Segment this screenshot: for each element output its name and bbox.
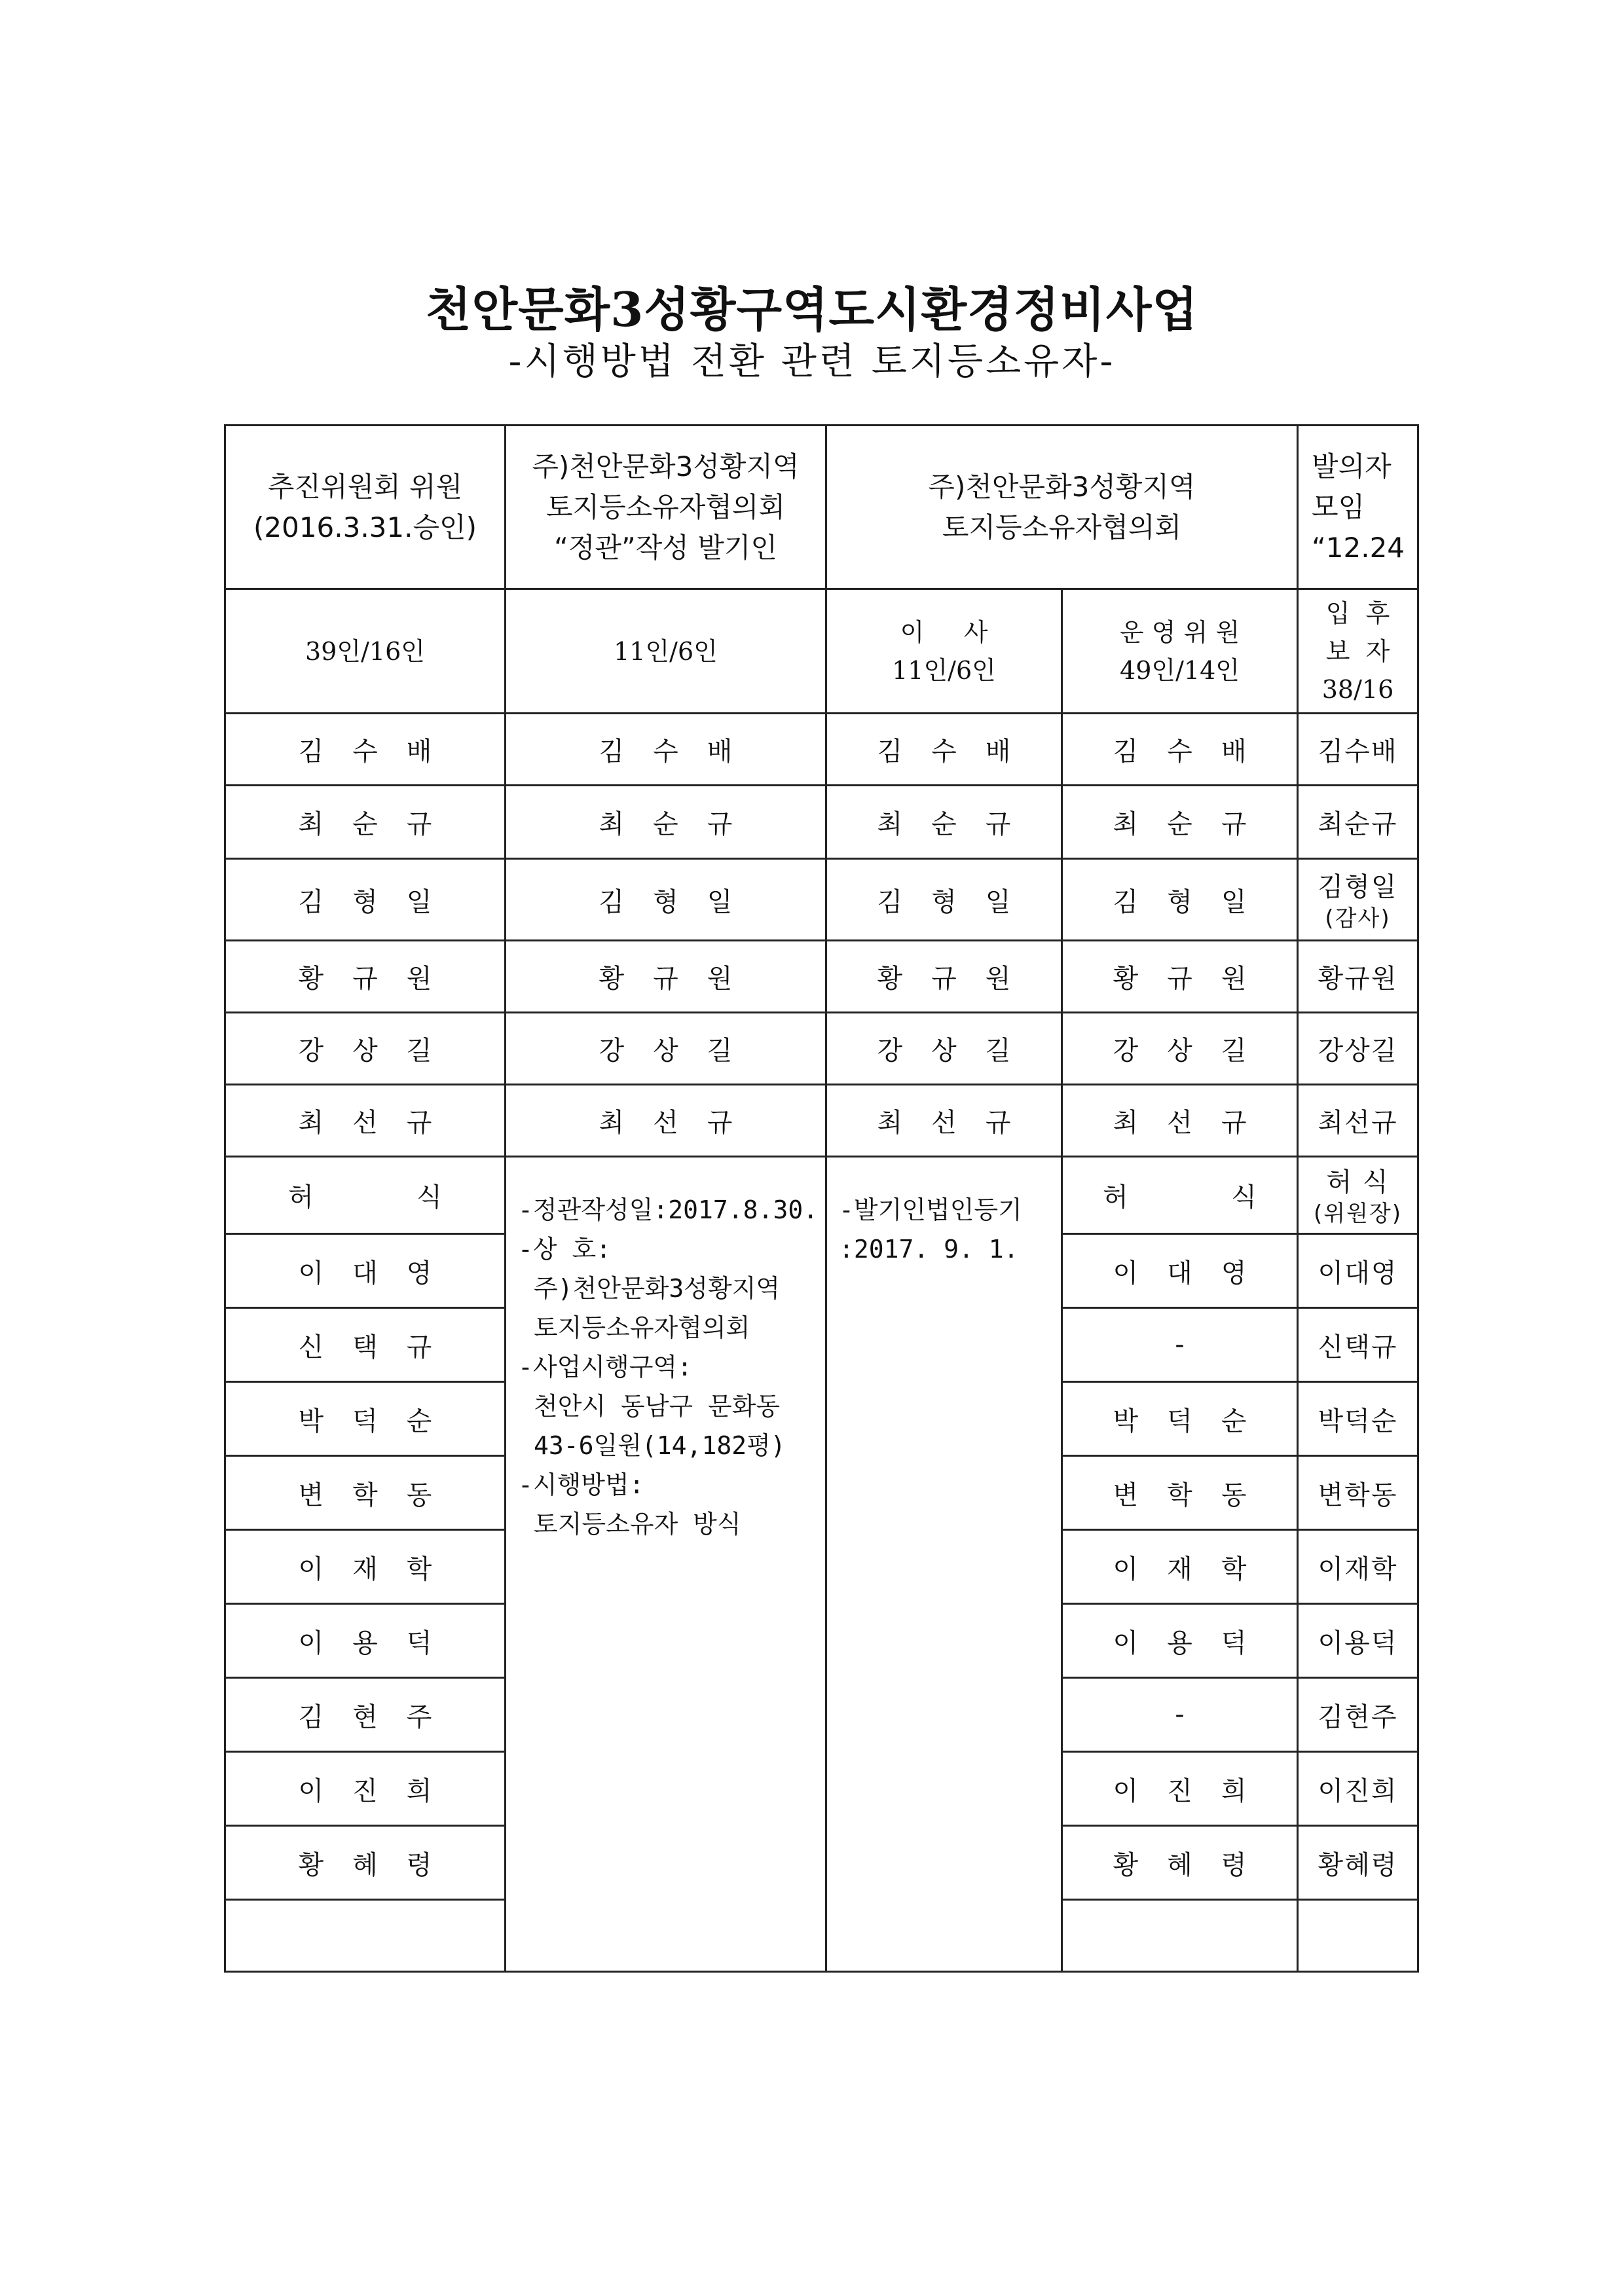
- member-name-cell: 변학동: [225, 1456, 506, 1530]
- header-line: 모임: [1312, 490, 1365, 523]
- header-line: 발의자: [1312, 450, 1392, 483]
- note-line: 토지등소유자 방식: [534, 1510, 741, 1539]
- member-name-cell: 이대영: [1062, 1234, 1298, 1308]
- note-line: -상 호:: [518, 1235, 612, 1264]
- count-committee: 39인/16인: [225, 589, 506, 714]
- member-name-cell: 황혜령: [225, 1826, 506, 1900]
- notes-block: [827, 1157, 1061, 1269]
- note-line: 토지등소유자협의회: [534, 1313, 750, 1342]
- member-name-cell: 최순규: [506, 786, 826, 859]
- candidate-name-cell: [1298, 1826, 1418, 1900]
- empty-cell: [225, 1900, 506, 1972]
- member-name-cell: 황규원: [1062, 941, 1298, 1013]
- note-line: 43-6일원(14,182평): [534, 1431, 786, 1460]
- header-line: 주)천안문화3성황지역: [928, 470, 1196, 503]
- note-line: 주)천안문화3성황지역: [534, 1274, 781, 1303]
- member-name-cell: 김형일: [225, 859, 506, 941]
- count-line: 보 자: [1325, 636, 1390, 666]
- candidate-role: (위원장): [1313, 1201, 1403, 1227]
- count-line: 이 사: [900, 617, 988, 647]
- member-name-cell: 최순규: [225, 786, 506, 859]
- candidate-name: 김수배: [1318, 737, 1398, 767]
- member-name-cell: 김수배: [225, 714, 506, 786]
- member-name-cell: 최선규: [506, 1085, 826, 1157]
- founding-notes: [506, 1157, 826, 1972]
- count-founders: 11인/6인: [506, 589, 826, 714]
- member-name-cell: 김수배: [826, 714, 1062, 786]
- table-row: [225, 859, 1418, 941]
- member-name-cell: 강상길: [506, 1013, 826, 1085]
- count-line: 38/16: [1321, 674, 1394, 704]
- candidate-name-cell: [1298, 1234, 1418, 1308]
- member-name-cell: 김현주: [225, 1678, 506, 1752]
- member-name-cell: 황규원: [506, 941, 826, 1013]
- header-committee: [225, 426, 506, 589]
- member-name-cell: 강상길: [225, 1013, 506, 1085]
- member-name-cell: 강상길: [826, 1013, 1062, 1085]
- member-name-cell: 변학동: [1062, 1456, 1298, 1530]
- count-row: [225, 589, 1418, 714]
- candidate-name: 이진희: [1318, 1776, 1398, 1806]
- candidate-name: 최선규: [1318, 1108, 1398, 1138]
- member-name-cell: 최선규: [826, 1085, 1062, 1157]
- candidate-name: 이대영: [1318, 1258, 1398, 1288]
- member-name-cell: 강상길: [1062, 1013, 1298, 1085]
- candidate-name: 최순규: [1318, 809, 1398, 839]
- count-line: 운 영 위 원: [1119, 617, 1240, 647]
- notes-block: [506, 1157, 825, 1544]
- member-name-cell: -: [1062, 1308, 1298, 1382]
- candidate-name-cell: [1298, 1456, 1418, 1530]
- member-name-cell: 이대영: [225, 1234, 506, 1308]
- candidate-name: 신택규: [1318, 1332, 1398, 1362]
- note-line: :2017. 9. 1.: [839, 1235, 1019, 1264]
- table-row: [225, 1157, 1418, 1234]
- header-proposers: [1298, 426, 1418, 589]
- candidate-name: 김현주: [1318, 1702, 1398, 1732]
- member-name-cell: -: [1062, 1678, 1298, 1752]
- member-roster-table: [224, 424, 1419, 1973]
- candidate-name: 이용덕: [1318, 1628, 1398, 1658]
- note-line: -시행방법:: [518, 1470, 644, 1499]
- candidate-name: 김형일: [1318, 871, 1398, 902]
- member-name-cell: 이재학: [225, 1530, 506, 1604]
- candidate-name-cell: [1298, 1530, 1418, 1604]
- table-row: [225, 714, 1418, 786]
- count-line: 입 후: [1325, 598, 1390, 628]
- candidate-name: 강상길: [1318, 1036, 1398, 1066]
- header-line: (2016.3.31.승인): [253, 511, 477, 543]
- candidate-name-cell: [1298, 1604, 1418, 1678]
- member-name-cell: 황혜령: [1062, 1826, 1298, 1900]
- registration-notes: [826, 1157, 1062, 1972]
- candidate-name-cell: [1298, 941, 1418, 1013]
- note-line: -사업시행구역:: [518, 1353, 693, 1381]
- table-row: [225, 1085, 1418, 1157]
- member-name-cell: 최선규: [225, 1085, 506, 1157]
- member-name-cell: 이재학: [1062, 1530, 1298, 1604]
- member-name-cell: 이용덕: [1062, 1604, 1298, 1678]
- note-line: 천안시 동남구 문화동: [534, 1392, 781, 1421]
- count-directors: [826, 589, 1062, 714]
- member-name-cell: 최선규: [1062, 1085, 1298, 1157]
- candidate-name: 허 식: [1326, 1167, 1390, 1197]
- member-name-cell: 황규원: [826, 941, 1062, 1013]
- member-name-cell: 신택규: [225, 1308, 506, 1382]
- candidate-name-cell: [1298, 1157, 1418, 1234]
- header-line: 추진위원회 위원: [267, 470, 463, 503]
- header-line: 주)천안문화3성황지역: [532, 450, 800, 483]
- note-line: -발기인법인등기: [839, 1195, 1022, 1224]
- candidate-name: 박덕순: [1318, 1406, 1398, 1436]
- header-line: “12.24: [1312, 531, 1405, 564]
- count-candidates: [1298, 589, 1418, 714]
- document-subtitle: -시행방법 전환 관련 토지등소유자-: [508, 340, 1116, 383]
- candidate-name-cell: [1298, 714, 1418, 786]
- header-line: “정관”작성 발기인: [554, 531, 777, 564]
- candidate-name-cell: [1298, 1678, 1418, 1752]
- member-name-cell: 허 식: [225, 1157, 506, 1234]
- note-line: -정관작성일:2017.8.30.: [518, 1195, 819, 1224]
- member-name-cell: 김수배: [1062, 714, 1298, 786]
- candidate-name-cell: [1298, 786, 1418, 859]
- candidate-role: (감사): [1325, 905, 1391, 932]
- member-name-cell: 허 식: [1062, 1157, 1298, 1234]
- candidate-name-cell: [1298, 1013, 1418, 1085]
- table-row: [225, 786, 1418, 859]
- candidate-name-cell: [1298, 1382, 1418, 1456]
- candidate-name-cell: [1298, 859, 1418, 941]
- table-row: [225, 941, 1418, 1013]
- candidate-name-cell: [1298, 1308, 1418, 1382]
- candidate-name: 황혜령: [1318, 1850, 1398, 1880]
- candidate-name: 이재학: [1318, 1554, 1398, 1584]
- member-name-cell: 이진희: [225, 1752, 506, 1826]
- member-name-cell: 김형일: [506, 859, 826, 941]
- candidate-name-cell: [1298, 1752, 1418, 1826]
- header-line: 토지등소유자협의회: [942, 511, 1182, 543]
- candidate-name: 황규원: [1318, 964, 1398, 994]
- empty-cell: [1298, 1900, 1418, 1972]
- header-line: 토지등소유자협의회: [545, 490, 786, 523]
- member-name-cell: 김수배: [506, 714, 826, 786]
- count-operating-committee: [1062, 589, 1298, 714]
- header-council: [826, 426, 1298, 589]
- count-line: 49인/14인: [1120, 655, 1240, 685]
- document-title: 천안문화3성황구역도시환경정비사업: [426, 282, 1198, 337]
- empty-cell: [1062, 1900, 1298, 1972]
- member-name-cell: 김형일: [826, 859, 1062, 941]
- member-name-cell: 이용덕: [225, 1604, 506, 1678]
- member-name-cell: 최순규: [1062, 786, 1298, 859]
- count-line: 11인/6인: [892, 655, 996, 685]
- table-row: [225, 1013, 1418, 1085]
- member-name-cell: 황규원: [225, 941, 506, 1013]
- member-name-cell: 박덕순: [1062, 1382, 1298, 1456]
- member-name-cell: 이진희: [1062, 1752, 1298, 1826]
- header-row: [225, 426, 1418, 589]
- member-name-cell: 김형일: [1062, 859, 1298, 941]
- member-name-cell: 박덕순: [225, 1382, 506, 1456]
- header-founders: [506, 426, 826, 589]
- candidate-name: 변학동: [1318, 1480, 1398, 1510]
- candidate-name-cell: [1298, 1085, 1418, 1157]
- member-name-cell: 최순규: [826, 786, 1062, 859]
